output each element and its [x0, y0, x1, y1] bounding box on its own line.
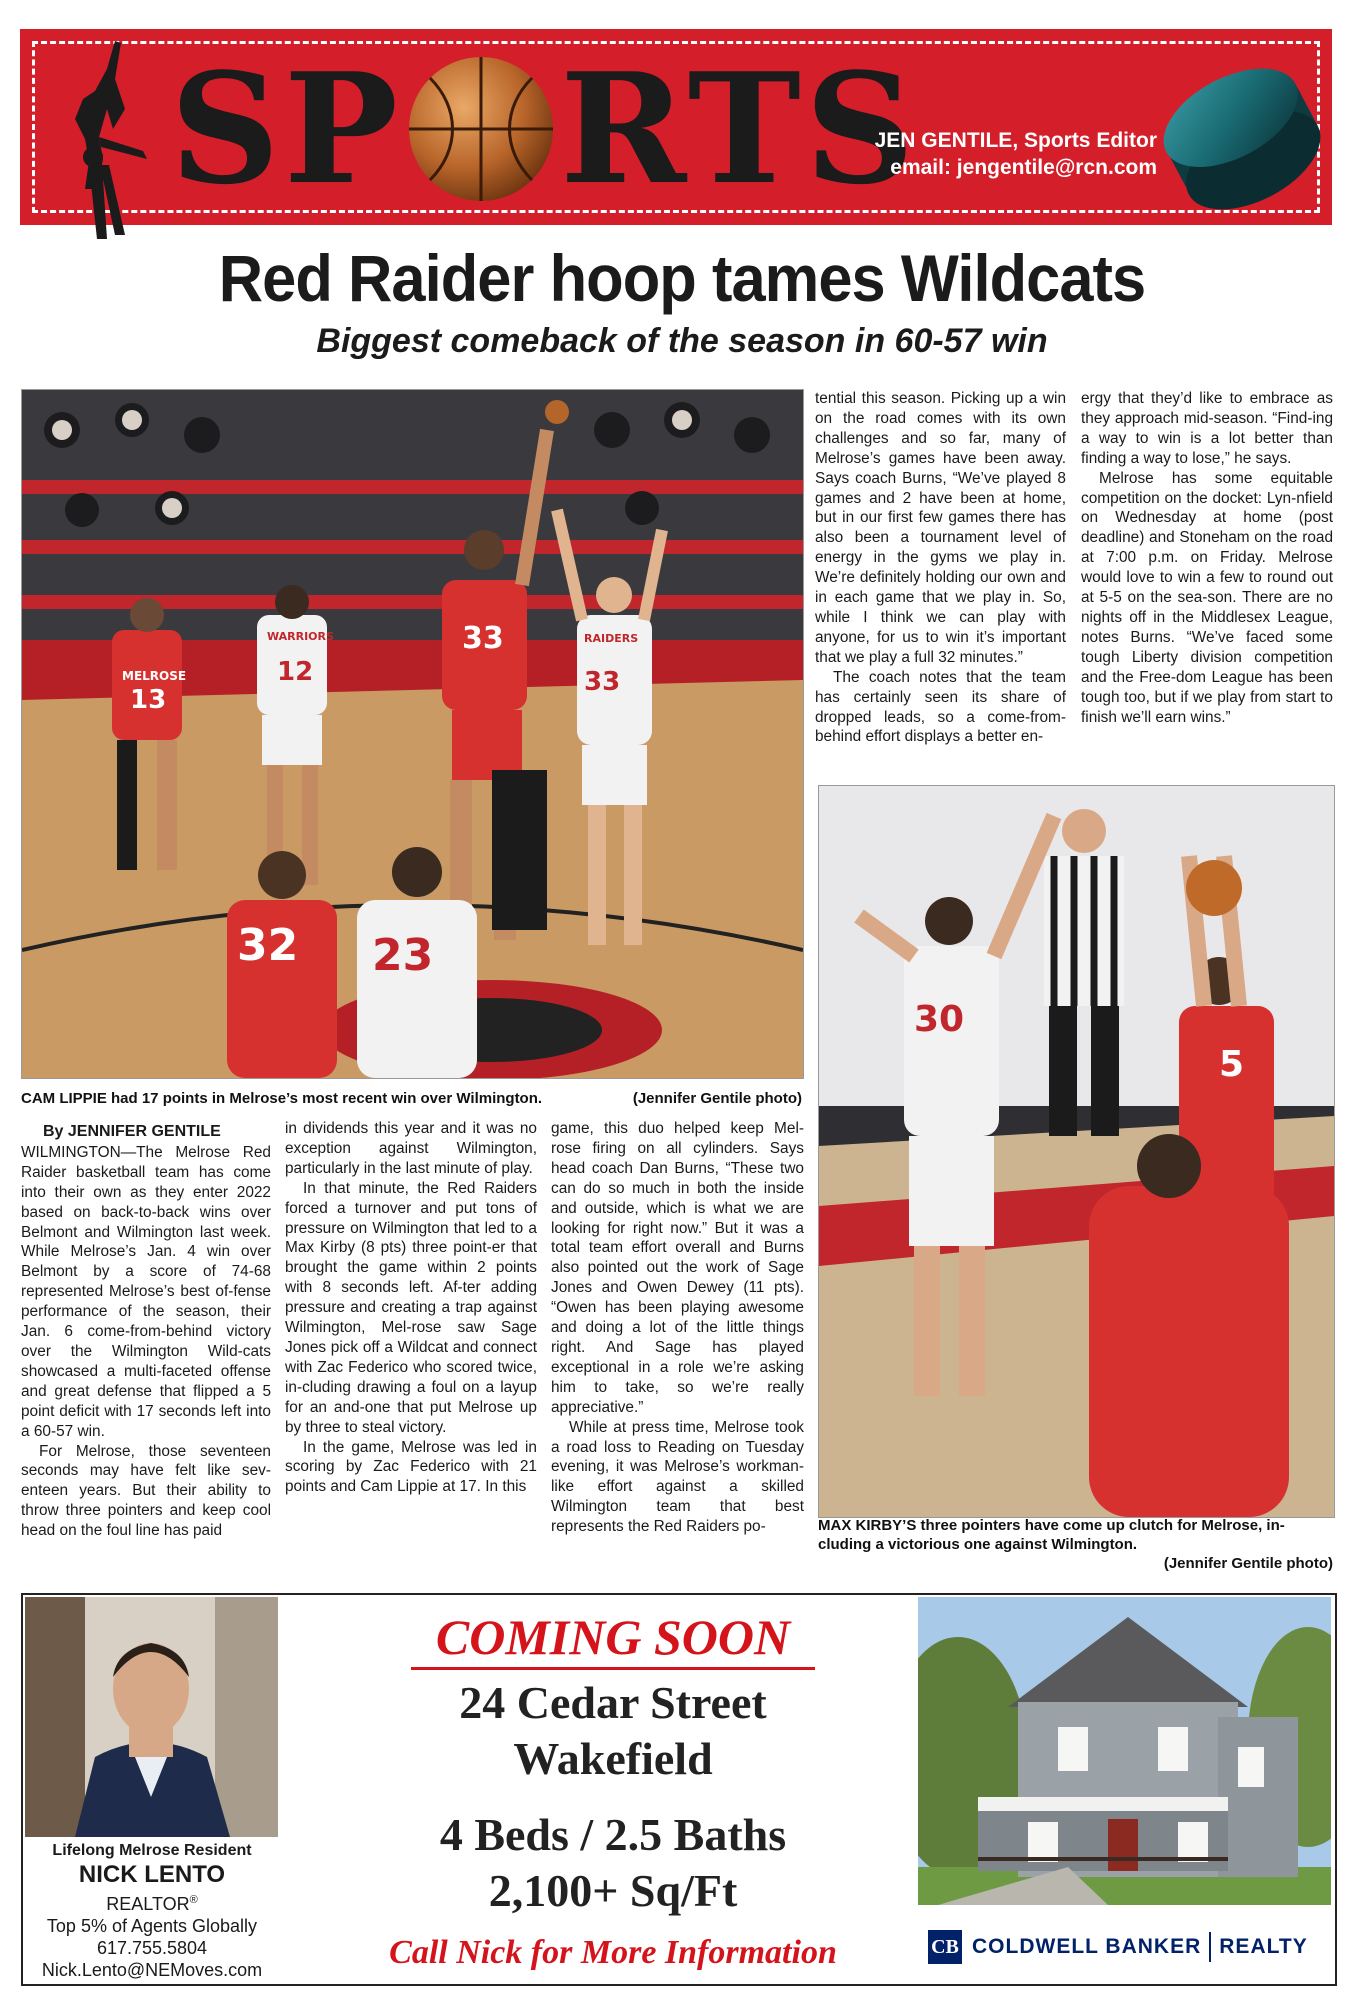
brokerage-suffix: REALTY	[1219, 1935, 1308, 1958]
article-paragraph: While at press time, Melrose took a road loss to Reading on Tuesday evening, it was Melrose’s workman-like effort against a skilled Wilmington team that best represents the Red Raiders po-	[551, 1418, 804, 1536]
article-paragraph: In that minute, the Red Raiders forced a turnover and put tons of pressure on Wilmington that led to a Max Kirby (8 pts) three point-er that brought the game within 2 points with 8 seconds left. Af-ter adding pressure and creating a trap against Wilmington, Mel-rose saw Sage Jones pick off a Wildcat and connect with Zac Federico who scored twice, in-cluding drawing a foul on a layup for an and-one that put Melrose up by three to steal victory.	[285, 1179, 537, 1436]
player-33-white-number: 33	[584, 667, 621, 697]
agent-role-text: REALTOR	[106, 1894, 190, 1914]
agent-email[interactable]: Nick.Lento@NEMoves.com	[41, 1960, 263, 1980]
agent-tagline: Lifelong Melrose Resident	[52, 1842, 252, 1859]
article-paragraph: The coach notes that the team has certainly seen its share of dropped leads, so a come-from-behind effort displays a better en-	[815, 668, 1066, 746]
article-paragraph: For Melrose, those seventeen seconds may have felt like sev-enteen years. But their ability to throw three pointers and keep cool head on the foul line has paid	[21, 1442, 271, 1540]
coming-soon-heading: COMING SOON	[435, 1609, 791, 1665]
listing-sqft: 2,100+ Sq/Ft	[488, 1865, 738, 1916]
editor-email: email: jengentile@rcn.com	[890, 156, 1157, 179]
headline: Red Raider hoop tames Wildcats	[218, 241, 1146, 315]
article-paragraph: In the game, Melrose was led in scoring by Zac Federico with 21 points and Cam Lippie at 17. In this	[285, 1438, 537, 1496]
article-column-3	[551, 1119, 804, 1537]
brokerage-divider	[1209, 1932, 1211, 1962]
player-13-team: MELROSE	[122, 669, 187, 683]
article-paragraph: tential this season. Picking up a win on the road comes with its own challenges and so far, many of Melrose’s games have been away. Says coach Burns, “We’ve played 8 games and 2 have been at home, but in our first few games there has also been a tournament level of energy in the gyms we play in. We’re definitely holding our own and in each game that we play in. So, while I think we can play with anyone, for us to win it’s important that we play a full 32 minutes.”	[815, 390, 1066, 666]
photo2-caption-text: MAX KIRBY’S three pointers have come up clutch for Melrose, in-cluding a victorious one against Wilmington.	[818, 1517, 1285, 1553]
listing-town: Wakefield	[513, 1733, 713, 1784]
gymnast-icon	[55, 39, 160, 239]
hockey-puck-icon	[1160, 59, 1325, 219]
agent-ranking: Top 5% of Agents Globally	[46, 1916, 258, 1936]
subheadline: Biggest comeback of the season in 60-57 win	[316, 322, 1048, 360]
article-paragraph: in dividends this year and it was no exception against Wilmington, particularly in the last minute of play.	[285, 1120, 537, 1177]
article-paragraph: Melrose has some equitable competition on the docket: Lyn-nfield on Wednesday at home (post deadline) and Stoneham on the road at 7:00 p.m. on Friday. Melrose would love to win a few to round out at 5-5 on the sea-son. There are no nights off in the Middlesex League, notes Burns. “We’ve faced some tough Liberty division competition and the Free-dom League has been tough too, but if we play from start to finish we’ll earn wins.”	[1081, 469, 1333, 726]
sports-title-right: RTS	[560, 39, 919, 218]
article-paragraph: WILMINGTON—The Melrose Red Raider basketball team has come into their own as they enter 2022 based on back-to-back wins over Belmont and Wilmington last week. While Melrose’s Jan. 4 win over Belmont by a score of 74-68 represented Melrose’s best of-fense performance of the season, their Jan. 6 come-from-behind victory over the Wilmington Wild-cats showcased a multi-faceted offense and great defense that flipped a 5 point deficit with 17 seconds left into a 60-57 win.	[21, 1143, 271, 1440]
coming-soon-underline	[411, 1667, 815, 1670]
player-12-team: WARRIORS	[267, 630, 334, 643]
house-photo	[918, 1597, 1331, 1905]
agent-phone[interactable]: 617.755.5804	[96, 1938, 208, 1958]
player-13-number: 13	[130, 685, 167, 715]
editor-name: JEN GENTILE, Sports Editor	[874, 129, 1157, 152]
photo2-credit: (Jennifer Gentile photo)	[1163, 1555, 1333, 1572]
photo1-caption	[21, 1089, 802, 1108]
brokerage-name: COLDWELL BANKER	[972, 1935, 1202, 1958]
sports-title-left: SP	[170, 39, 403, 218]
sports-title	[170, 39, 919, 218]
photo1-credit: (Jennifer Gentile photo)	[632, 1090, 802, 1107]
byline: By JENNIFER GENTILE	[43, 1123, 221, 1140]
article-column-1	[21, 1122, 271, 1541]
agent-info	[23, 1841, 281, 1981]
real-estate-ad	[21, 1593, 1337, 1986]
player-33-red-number: 33	[462, 621, 504, 656]
agent-role	[23, 1889, 281, 1915]
registered-mark: ®	[189, 1894, 198, 1906]
basketball-in-air	[545, 400, 569, 424]
photo1-caption-text: CAM LIPPIE had 17 points in Melrose’s most recent win over Wilmington.	[21, 1090, 543, 1107]
article-column-5	[1081, 389, 1333, 727]
player-5-number: 5	[1219, 1044, 1245, 1085]
basketball-shot-photo	[818, 785, 1335, 1518]
basketball-in-air	[1186, 860, 1242, 916]
agent-name: NICK LENTO	[78, 1861, 226, 1888]
sports-banner	[20, 29, 1332, 225]
player-12-number: 12	[277, 657, 314, 687]
article-paragraph: game, this duo helped keep Mel-rose firing on all cylinders. Says head coach Dan Burns, “These two can do so much in both the inside and outside, which is what we are looking for right now.” But it was a total team effort overall and Burns also pointed out the work of Sage Jones and Owen Dewey (11 pts). “Owen has been playing awesome and doing a lot of the little things right. And Sage has played exceptional in a role we’re asking him to take, so we’re really appreciative.”	[551, 1120, 804, 1416]
player-33-white-team: RAIDERS	[584, 632, 639, 645]
article-column-4	[815, 389, 1066, 747]
coldwell-banker-icon: CB	[928, 1930, 962, 1964]
coach	[1089, 1134, 1289, 1517]
basketball-tipoff-photo	[21, 389, 804, 1079]
player-30-number: 30	[914, 999, 965, 1040]
listing-street: 24 Cedar Street	[459, 1677, 767, 1728]
player-32-number: 32	[237, 920, 299, 971]
article-column-2	[285, 1119, 537, 1497]
player-23-number: 23	[372, 930, 434, 981]
agent-photo	[25, 1597, 278, 1837]
basketball-icon	[406, 54, 556, 204]
article-paragraph: ergy that they’d like to embrace as they approach mid-season. “Find-ing a way to win is a lot better than finding a way to lose,” he says.	[1081, 390, 1333, 467]
referee	[492, 770, 547, 930]
coldwell-banker-logo	[928, 1925, 1328, 1969]
call-to-action: Call Nick for More Information	[389, 1934, 837, 1971]
listing-beds-baths: 4 Beds / 2.5 Baths	[439, 1809, 787, 1860]
photo2-caption	[818, 1516, 1333, 1573]
